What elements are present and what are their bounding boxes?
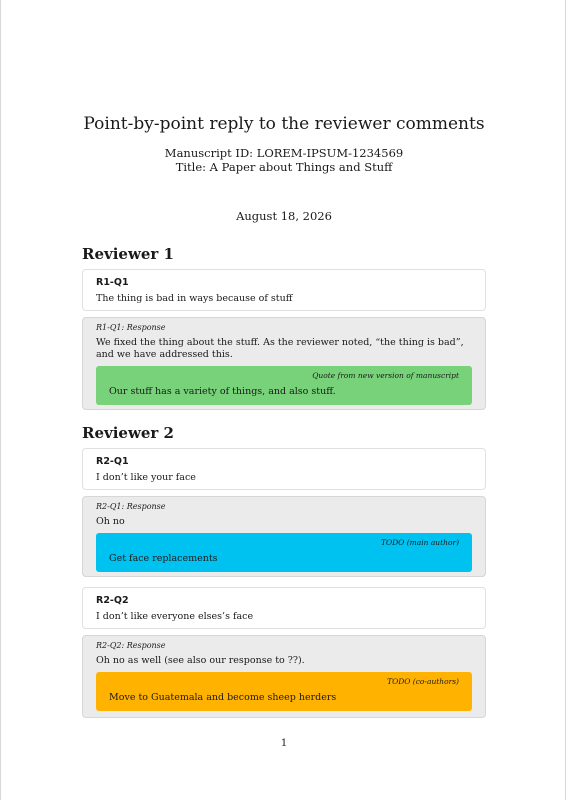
response-text: Oh no as well (see also our response to ??). — [96, 655, 305, 666]
todo-box-title: TODO (main author) — [381, 538, 459, 547]
document-title: Point-by-point reply to the reviewer comments — [83, 114, 485, 134]
response-label: R1-Q1: Response — [96, 323, 166, 332]
question-text: I don’t like everyone elses’s face — [96, 611, 254, 622]
question-box-r2-q2 — [82, 587, 486, 629]
todo-box-text: Get face replacements — [109, 553, 218, 564]
response-box-r2-q2 — [82, 635, 486, 718]
question-text: I don’t like your face — [96, 472, 196, 483]
response-box-r1-q1 — [82, 317, 486, 410]
response-text: Oh no — [96, 516, 125, 527]
question-box-r2-q1 — [82, 448, 486, 490]
question-box-r1-q1 — [82, 269, 486, 311]
question-id: R2-Q2 — [96, 595, 129, 606]
quote-box-text: Our stuff has a variety of things, and also stuff. — [109, 386, 336, 397]
response-label: R2-Q1: Response — [96, 502, 166, 511]
response-label: R2-Q2: Response — [96, 641, 166, 650]
response-text: We fixed the thing about the stuff. As the reviewer noted, “the thing is bad”, and we have addressed this. — [96, 337, 464, 360]
question-text: The thing is bad in ways because of stuff — [96, 293, 293, 304]
question-id: R2-Q1 — [96, 456, 129, 467]
todo-box-text: Move to Guatemala and become sheep herders — [109, 692, 337, 703]
question-id: R1-Q1 — [96, 277, 129, 288]
todo-box-title: TODO (co-authors) — [387, 677, 459, 686]
todo-box-co-authors — [96, 672, 472, 711]
todo-box-main-author — [96, 533, 472, 572]
manuscript-id: Manuscript ID: LOREM-IPSUM-1234569 — [164, 146, 404, 160]
response-box-r2-q1 — [82, 496, 486, 577]
paper-title: Title: A Paper about Things and Stuff — [175, 160, 393, 174]
document-meta — [1, 146, 566, 174]
quote-box-title: Quote from new version of manuscript — [312, 371, 459, 380]
quote-box — [96, 366, 472, 405]
page-number: 1 — [280, 738, 288, 749]
document-date: August 18, 2026 — [236, 209, 332, 223]
reviewer-2-heading: Reviewer 2 — [82, 424, 174, 442]
reviewer-1-heading: Reviewer 1 — [82, 245, 174, 263]
